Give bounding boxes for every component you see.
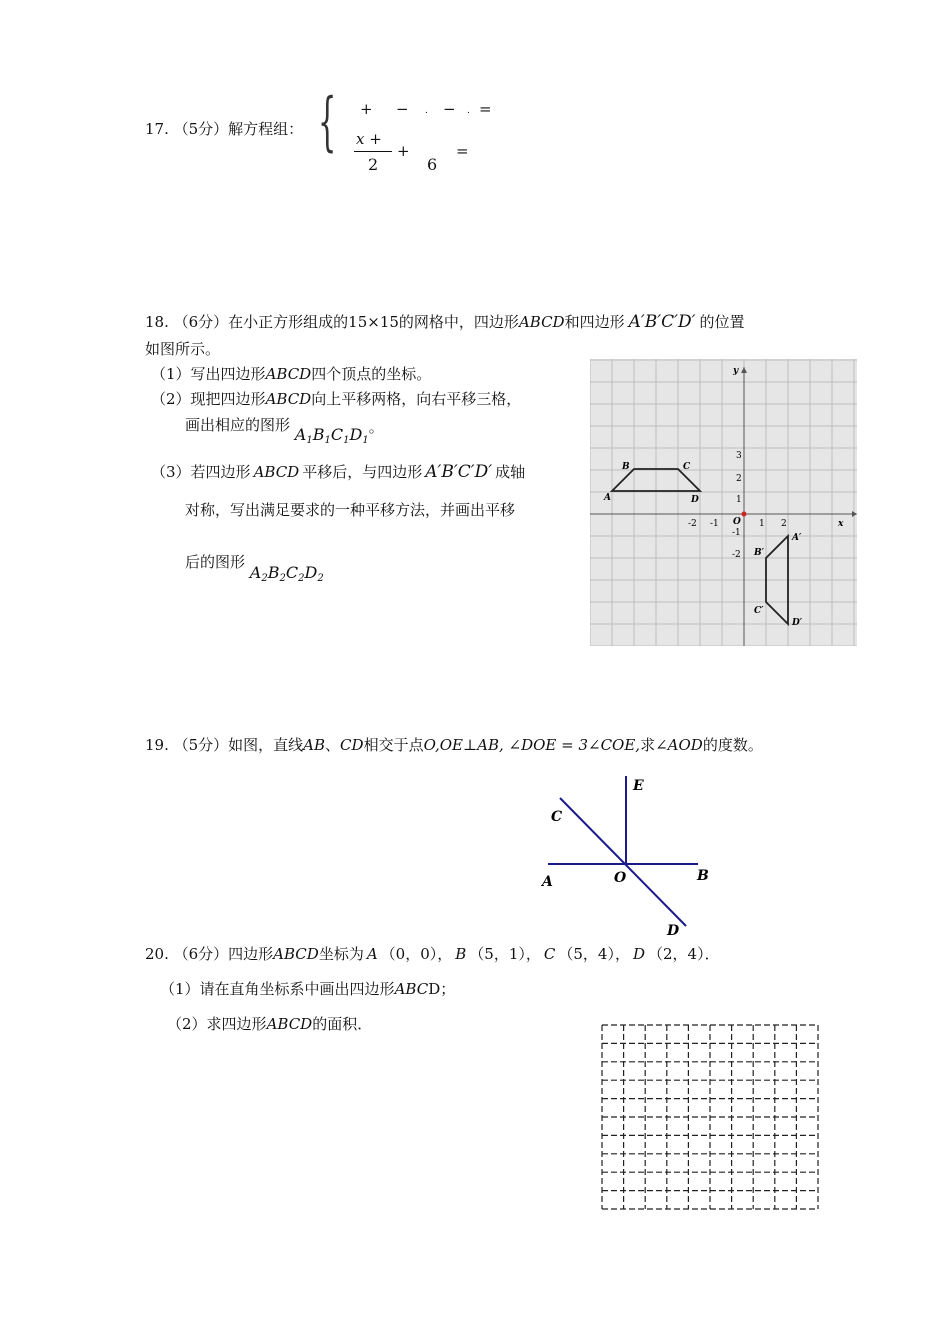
q18-quad-prime: A′B′C′D′	[628, 312, 696, 332]
q19-text: 19. （5分）如图，直线	[145, 736, 304, 754]
sub-text: 画出相应的图形	[185, 416, 291, 434]
point-label-a: A	[604, 493, 611, 503]
q18-grid-size: 15×15	[348, 313, 399, 331]
q18-quad-abcd: ABCD	[518, 313, 565, 331]
point-label-a-prime: A′	[792, 533, 802, 543]
point-label-b-prime: B′	[754, 548, 764, 558]
fig-subscript: 1	[343, 435, 350, 446]
figure-a2b2c2d2	[250, 563, 324, 582]
fig-letter: C	[285, 563, 299, 582]
q18-sub-3-line-2: 对称，写出满足要求的一种平移方法，并画出平移	[185, 501, 516, 519]
q19-condition: O,OE⊥AB, ∠DOE = 3∠COE,	[423, 736, 641, 754]
q20-text: 坐标为	[318, 945, 364, 963]
q19-line-cd: CD	[340, 736, 364, 754]
q18-text: 的网格中，四边形	[398, 313, 519, 331]
sub-text: 平移后，与四边形	[302, 463, 423, 481]
eq1-minus-1: −	[396, 100, 409, 118]
q19-text: 、	[325, 736, 341, 754]
eq2-six: 6	[427, 155, 438, 174]
q20-point-a: A	[366, 945, 378, 963]
label-c: C	[551, 809, 563, 825]
q18-text: 和四边形	[564, 313, 625, 331]
q18-text: 18. （6分）在小正方形组成的	[145, 313, 349, 331]
sub-number: （1）	[160, 980, 200, 998]
fig-subscript: 2	[298, 573, 305, 584]
sub-text: 求四边形	[206, 1015, 267, 1033]
q19-text: 相交于点	[363, 736, 424, 754]
fig-letter: A	[294, 425, 307, 444]
fig-letter: D	[349, 425, 363, 444]
y-tick-label: -1	[732, 528, 741, 538]
point-label-d: D	[691, 495, 699, 505]
sub-text: 现把四边形	[190, 390, 266, 408]
sub-number: （2）	[167, 1015, 207, 1033]
label-e: E	[633, 778, 644, 794]
label-o: O	[614, 870, 627, 886]
sub-text: 。	[368, 418, 384, 436]
x-tick-label: -2	[688, 519, 697, 529]
q18-coordinate-grid	[590, 359, 857, 646]
q20-point-c: C	[543, 945, 556, 963]
origin-dot	[742, 512, 747, 517]
eq2-fraction-bar	[354, 151, 392, 152]
eq1-dot-2: .	[467, 106, 470, 116]
q18-sub-2-line-2	[185, 414, 384, 446]
sub-quad: ABCD	[265, 390, 312, 408]
x-tick-label: 1	[759, 519, 765, 529]
fig-letter: D	[304, 563, 318, 582]
q18-line-1	[145, 311, 744, 332]
q19-line-ab: AB	[303, 736, 326, 754]
fig-subscript: 1	[362, 435, 369, 446]
q19-text: 求	[640, 736, 656, 754]
q20-line	[145, 943, 720, 964]
x-tick-label: -1	[710, 519, 719, 529]
label-b: B	[697, 868, 709, 884]
point-label-d-prime: D′	[792, 618, 803, 628]
q19-figure	[530, 768, 720, 940]
fig-letter: B	[312, 425, 325, 444]
q20-coord: （2，4）．	[648, 945, 720, 963]
q20-dashed-grid[interactable]	[600, 1023, 822, 1213]
sub-text: 后的图形	[185, 553, 246, 571]
sub-text: 写出四边形	[190, 365, 266, 383]
sub-number: （2）	[151, 390, 191, 408]
eq2-plus: +	[397, 142, 410, 160]
sub-quad-prime: A′B′C′D′	[425, 462, 493, 482]
q20-coord: （5，1），	[469, 945, 541, 963]
point-label-b: B	[622, 462, 630, 472]
eq2-equals: =	[456, 142, 469, 160]
q19-text: 的度数。	[702, 736, 763, 754]
q20-point-d: D	[632, 945, 645, 963]
sub-quad: ABC	[394, 980, 429, 998]
sub-text: 的面积．	[312, 1015, 373, 1033]
q20-text: 20. （6分）四边形	[145, 945, 274, 963]
dashed-grid-lines	[602, 1025, 818, 1209]
q20-coord: （5，4），	[558, 945, 630, 963]
point-label-c-prime: C′	[754, 606, 764, 616]
y-tick-label: 3	[736, 451, 742, 461]
fig-subscript: 2	[279, 573, 286, 584]
eq1-dot-1: .	[425, 106, 428, 116]
sub-text: 若四边形	[190, 463, 251, 481]
q18-sub-2	[151, 388, 521, 409]
q18-text: 的位置	[699, 313, 745, 331]
y-tick-label: 2	[736, 474, 742, 484]
eq2-numerator: x +	[356, 130, 382, 148]
fig-subscript: 1	[324, 435, 331, 446]
q18-sub-3-line-3	[185, 551, 324, 584]
sub-text: 请在直角坐标系中画出四边形	[199, 980, 395, 998]
q20-coord: （0，0），	[380, 945, 453, 963]
x-axis-label: x	[838, 519, 844, 529]
fig-subscript: 2	[317, 573, 324, 584]
fig-letter: A	[249, 563, 262, 582]
point-label-c: C	[683, 462, 691, 472]
x-tick-label: 2	[781, 519, 787, 529]
q18-sub-1	[151, 363, 431, 384]
q20-sub-1	[160, 978, 455, 999]
q20-point-b: B	[455, 945, 467, 963]
q19-line	[145, 734, 763, 755]
q17-prompt: 17. （5分）解方程组：	[145, 120, 304, 138]
fig-letter: B	[267, 563, 280, 582]
q19-angle-aod: ∠AOD	[655, 736, 703, 754]
fig-subscript: 2	[261, 573, 268, 584]
sub-number: （1）	[151, 365, 191, 383]
eq2-denominator: 2	[368, 155, 379, 174]
y-tick-label: 1	[736, 495, 742, 505]
equation-brace: {	[318, 85, 337, 159]
sub-text: 成轴	[495, 463, 526, 481]
line-cd	[560, 798, 686, 926]
sub-quad: ABCD	[265, 365, 312, 383]
fig-letter: C	[330, 425, 344, 444]
q20-sub-2	[167, 1013, 372, 1034]
eq1-plus: +	[360, 100, 373, 118]
sub-quad: ABCD	[266, 1015, 313, 1033]
sub-text: 向上平移两格，向右平移三格，	[311, 390, 522, 408]
origin-label: O	[733, 517, 741, 527]
eq1-equals: =	[479, 100, 492, 118]
eq1-minus-2: −	[443, 100, 456, 118]
sub-text: D；	[428, 980, 456, 998]
y-axis-label: y	[733, 366, 739, 376]
figure-a1b1c1d1	[295, 425, 369, 444]
label-d: D	[667, 923, 680, 939]
grid-background	[590, 359, 857, 646]
y-tick-label: -2	[732, 550, 741, 560]
q20-quad: ABCD	[273, 945, 319, 963]
q18-line-2: 如图所示。	[145, 340, 221, 358]
label-a: A	[542, 874, 553, 890]
fig-subscript: 1	[306, 435, 313, 446]
q18-sub-3	[151, 461, 525, 482]
sub-quad: ABCD	[253, 463, 300, 481]
sub-text: 四个顶点的坐标。	[311, 365, 432, 383]
sub-number: （3）	[151, 463, 191, 481]
